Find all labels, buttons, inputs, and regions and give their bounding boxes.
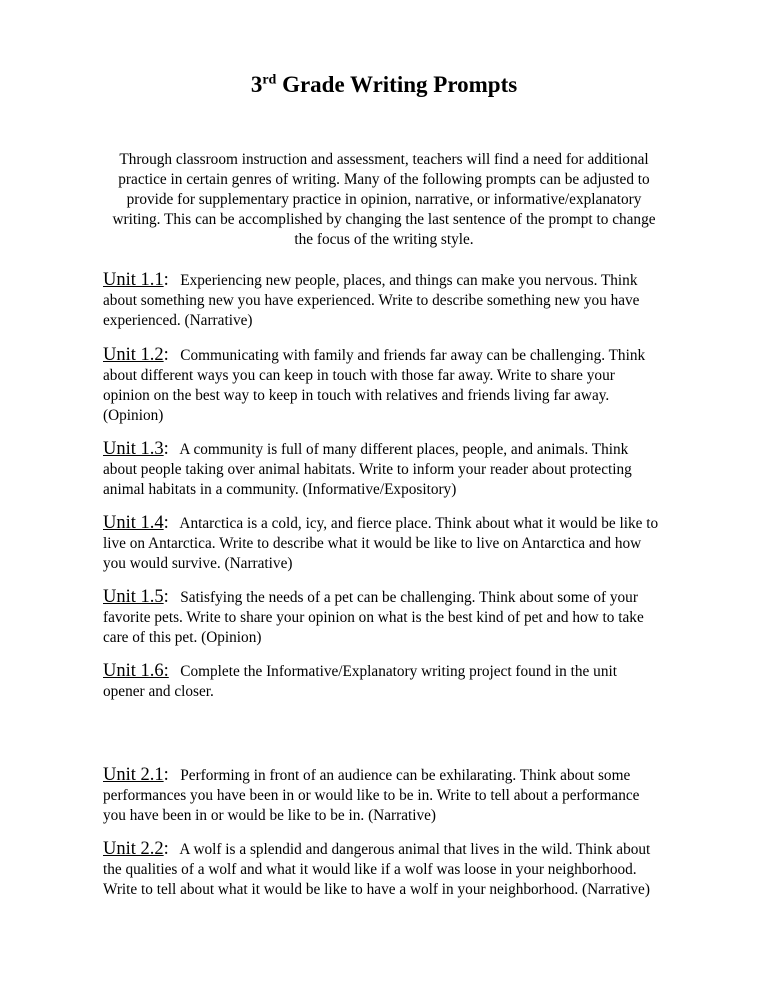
unit-label: Unit 1.6: <box>103 661 169 681</box>
unit-text-line: Experiencing new people, places, and things can make you nervous. Think <box>180 272 638 289</box>
unit-prompt <box>103 345 683 426</box>
unit-label: Unit 1.4 <box>103 513 164 533</box>
unit-heading <box>103 765 169 785</box>
unit-label: Unit 2.1 <box>103 765 164 785</box>
intro-line: practice in certain genres of writing. Many of the following prompts can be adjusted to <box>118 171 650 188</box>
unit-text-line: live on Antarctica. Write to describe what it would be like to live on Antarctica and how <box>103 535 642 552</box>
unit-text-line: favorite pets. Write to share your opinion on what is the best kind of pet and how to take <box>103 609 644 626</box>
unit-label: Unit 1.2 <box>103 345 164 365</box>
unit-prompt <box>103 587 683 648</box>
unit-text-line: the qualities of a wolf and what it would like if a wolf was loose in your neighborhood. <box>103 861 637 878</box>
unit-label: Unit 2.2 <box>103 839 164 859</box>
unit-text-line: about something new you have experienced. Write to describe something new you have <box>103 292 640 309</box>
unit-text-line: you would survive. (Narrative) <box>103 555 293 572</box>
unit-text-line: A community is full of many different places, people, and animals. Think <box>179 441 629 458</box>
unit-heading <box>103 345 169 365</box>
unit-colon: : <box>163 513 169 533</box>
unit-text-line: opener and closer. <box>103 683 214 700</box>
unit-text-line: experienced. (Narrative) <box>103 312 253 329</box>
title-ordinal: 3 <box>250 72 263 97</box>
unit-text-line: (Opinion) <box>103 407 164 424</box>
unit-colon: : <box>163 587 169 607</box>
unit-heading <box>103 839 169 859</box>
intro-line: the focus of the writing style. <box>294 231 474 248</box>
unit-text-line: about people taking over animal habitats. Write to inform your reader about protecting <box>103 461 632 478</box>
unit-prompt <box>103 439 683 500</box>
unit-heading <box>103 270 169 290</box>
unit-text-line: opinion on the best way to keep in touch with relatives and friends living far away. <box>103 387 610 404</box>
unit-text-line: about different ways you can keep in touch with those far away. Write to share your <box>103 367 615 384</box>
unit-prompt <box>103 270 683 331</box>
unit-prompt <box>103 661 683 702</box>
unit-heading <box>103 587 169 607</box>
unit-heading <box>103 439 169 459</box>
title-text: Grade Writing Prompts <box>276 72 518 97</box>
unit-label: Unit 1.1 <box>103 270 164 290</box>
unit-text-line: Antarctica is a cold, icy, and fierce place. Think about what it would be like to <box>179 515 659 532</box>
unit-text-line: care of this pet. (Opinion) <box>103 629 262 646</box>
unit-text-line: performances you have been in or would like to be in. Write to tell about a performance <box>103 787 640 804</box>
unit-text-line: Complete the Informative/Explanatory writing project found in the unit <box>180 663 617 680</box>
intro-paragraph <box>100 150 668 250</box>
unit-text-line: Write to tell about what it would be like to have a wolf in your neighborhood. (Narrative) <box>103 881 650 898</box>
page-title <box>0 72 768 98</box>
unit-colon: : <box>163 765 169 785</box>
intro-line: provide for supplementary practice in opinion, narrative, or informative/explanatory <box>126 191 642 208</box>
unit-prompt <box>103 839 683 900</box>
unit-prompt <box>103 513 683 574</box>
unit-heading <box>103 513 169 533</box>
unit-text-line: Performing in front of an audience can be exhilarating. Think about some <box>180 767 631 784</box>
unit-colon: : <box>163 345 169 365</box>
intro-line: Through classroom instruction and assessment, teachers will find a need for additional <box>119 151 649 168</box>
unit-colon: : <box>163 439 169 459</box>
unit-colon: : <box>163 270 169 290</box>
title-superscript: rd <box>262 72 277 88</box>
unit-heading <box>103 661 169 681</box>
unit-colon: : <box>163 839 169 859</box>
unit-text-line: A wolf is a splendid and dangerous animal that lives in the wild. Think about <box>179 841 651 858</box>
intro-line: writing. This can be accomplished by changing the last sentence of the prompt to change <box>112 211 656 228</box>
unit-label: Unit 1.5 <box>103 587 164 607</box>
unit-text-line: you have been in or would be like to be in. (Narrative) <box>103 807 437 824</box>
unit-text-line: animal habitats in a community. (Informative/Expository) <box>103 481 457 498</box>
unit-text-line: Satisfying the needs of a pet can be challenging. Think about some of your <box>180 589 638 606</box>
unit-prompt <box>103 765 683 826</box>
unit-text-line: Communicating with family and friends far away can be challenging. Think <box>180 347 646 364</box>
unit-label: Unit 1.3 <box>103 439 164 459</box>
